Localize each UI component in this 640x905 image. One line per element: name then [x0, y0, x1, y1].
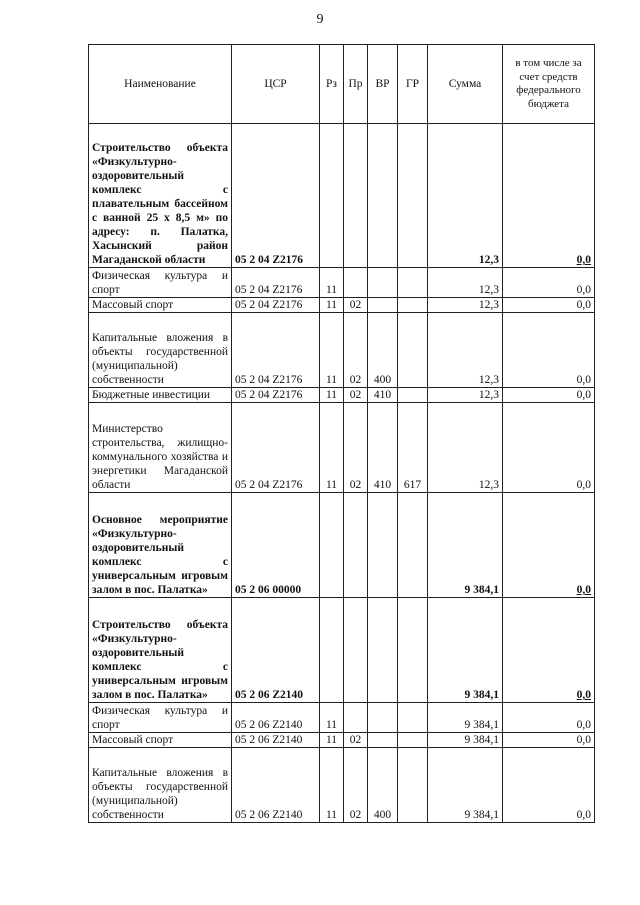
header-rz: Рз	[320, 45, 344, 124]
header-sum: Сумма	[428, 45, 503, 124]
row-federal-budget: 0,0	[503, 748, 595, 823]
table-row	[89, 124, 595, 268]
row-name: Капитальные вложения в объекты государственной (муниципальной) собственности	[89, 748, 232, 823]
row-pr: 02	[344, 733, 368, 748]
row-pr	[344, 124, 368, 268]
page-number: 9	[316, 12, 324, 27]
row-sum: 12,3	[428, 298, 503, 313]
row-gr	[398, 313, 428, 388]
header-name: Наименование	[89, 45, 232, 124]
row-gr	[398, 598, 428, 703]
table-row	[89, 403, 595, 493]
row-vr	[368, 298, 398, 313]
row-gr	[398, 298, 428, 313]
row-csr: 05 2 04 Z2176	[232, 388, 320, 403]
row-name: Капитальные вложения в объекты государственной (муниципальной) собственности	[89, 313, 232, 388]
table-row	[89, 298, 595, 313]
table-row	[89, 268, 595, 298]
row-name: Основное мероприятие «Физкультурно-оздоровительный комплекс с универсальным игровым залом в пос. Палатка»	[89, 493, 232, 598]
row-sum: 12,3	[428, 388, 503, 403]
row-csr: 05 2 04 Z2176	[232, 298, 320, 313]
table-row	[89, 733, 595, 748]
row-name: Бюджетные инвестиции	[89, 388, 232, 403]
row-csr: 05 2 06 Z2140	[232, 598, 320, 703]
row-pr: 02	[344, 748, 368, 823]
row-name: Строительство объекта «Физкультурно-оздоровительный комплекс с плавательным бассейном с ванной 25 х 8,5 м» по адресу: п. Палатка, Хасынский район Магаданской области	[89, 124, 232, 268]
header-federal-budget: в том числе за счет средств федерального бюджета	[503, 45, 595, 124]
row-gr	[398, 748, 428, 823]
table-row	[89, 748, 595, 823]
table-row	[89, 493, 595, 598]
row-vr: 410	[368, 388, 398, 403]
row-federal-budget: 0,0	[503, 493, 595, 598]
row-csr: 05 2 04 Z2176	[232, 268, 320, 298]
row-vr: 400	[368, 313, 398, 388]
row-csr: 05 2 06 Z2140	[232, 748, 320, 823]
row-federal-budget: 0,0	[503, 703, 595, 733]
row-vr	[368, 124, 398, 268]
row-rz: 11	[320, 388, 344, 403]
row-rz	[320, 493, 344, 598]
row-federal-budget: 0,0	[503, 388, 595, 403]
row-gr	[398, 703, 428, 733]
row-rz: 11	[320, 298, 344, 313]
row-csr: 05 2 04 Z2176	[232, 313, 320, 388]
row-name: Физическая культура и спорт	[89, 268, 232, 298]
row-name: Массовый спорт	[89, 733, 232, 748]
row-sum: 9 384,1	[428, 733, 503, 748]
row-federal-budget: 0,0	[503, 298, 595, 313]
row-gr	[398, 733, 428, 748]
row-rz: 11	[320, 748, 344, 823]
row-gr	[398, 493, 428, 598]
row-name: Массовый спорт	[89, 298, 232, 313]
row-sum: 9 384,1	[428, 748, 503, 823]
row-gr	[398, 268, 428, 298]
header-vr: ВР	[368, 45, 398, 124]
row-csr: 05 2 06 Z2140	[232, 733, 320, 748]
table-row	[89, 388, 595, 403]
row-name: Министерство строительства, жилищно-коммунального хозяйства и энергетики Магаданской области	[89, 403, 232, 493]
row-csr: 05 2 06 00000	[232, 493, 320, 598]
row-gr: 617	[398, 403, 428, 493]
budget-table	[88, 44, 595, 823]
row-sum: 12,3	[428, 313, 503, 388]
table-header-row	[89, 45, 595, 124]
row-pr: 02	[344, 313, 368, 388]
row-pr	[344, 268, 368, 298]
row-csr: 05 2 06 Z2140	[232, 703, 320, 733]
table-row	[89, 313, 595, 388]
row-vr	[368, 493, 398, 598]
header-csr: ЦСР	[232, 45, 320, 124]
row-sum: 12,3	[428, 268, 503, 298]
row-pr: 02	[344, 298, 368, 313]
row-federal-budget: 0,0	[503, 733, 595, 748]
row-rz	[320, 598, 344, 703]
row-sum: 12,3	[428, 124, 503, 268]
header-pr: Пр	[344, 45, 368, 124]
row-rz: 11	[320, 733, 344, 748]
row-csr: 05 2 04 Z2176	[232, 403, 320, 493]
row-vr	[368, 703, 398, 733]
row-federal-budget: 0,0	[503, 268, 595, 298]
row-rz: 11	[320, 703, 344, 733]
row-federal-budget: 0,0	[503, 124, 595, 268]
row-rz: 11	[320, 268, 344, 298]
row-name: Строительство объекта «Физкультурно-оздоровительный комплекс с универсальным игровым залом в пос. Палатка»	[89, 598, 232, 703]
row-sum: 9 384,1	[428, 493, 503, 598]
header-gr: ГР	[398, 45, 428, 124]
row-pr: 02	[344, 403, 368, 493]
row-federal-budget: 0,0	[503, 598, 595, 703]
row-gr	[398, 124, 428, 268]
row-rz	[320, 124, 344, 268]
row-pr	[344, 598, 368, 703]
row-sum: 12,3	[428, 403, 503, 493]
row-federal-budget: 0,0	[503, 313, 595, 388]
row-vr	[368, 268, 398, 298]
row-sum: 9 384,1	[428, 598, 503, 703]
row-pr	[344, 493, 368, 598]
table-row	[89, 598, 595, 703]
row-pr	[344, 703, 368, 733]
row-csr: 05 2 04 Z2176	[232, 124, 320, 268]
row-vr	[368, 598, 398, 703]
row-rz: 11	[320, 403, 344, 493]
row-sum: 9 384,1	[428, 703, 503, 733]
row-vr: 400	[368, 748, 398, 823]
row-name: Физическая культура и спорт	[89, 703, 232, 733]
row-vr	[368, 733, 398, 748]
table-row	[89, 703, 595, 733]
row-vr: 410	[368, 403, 398, 493]
row-gr	[398, 388, 428, 403]
row-pr: 02	[344, 388, 368, 403]
row-rz: 11	[320, 313, 344, 388]
row-federal-budget: 0,0	[503, 403, 595, 493]
